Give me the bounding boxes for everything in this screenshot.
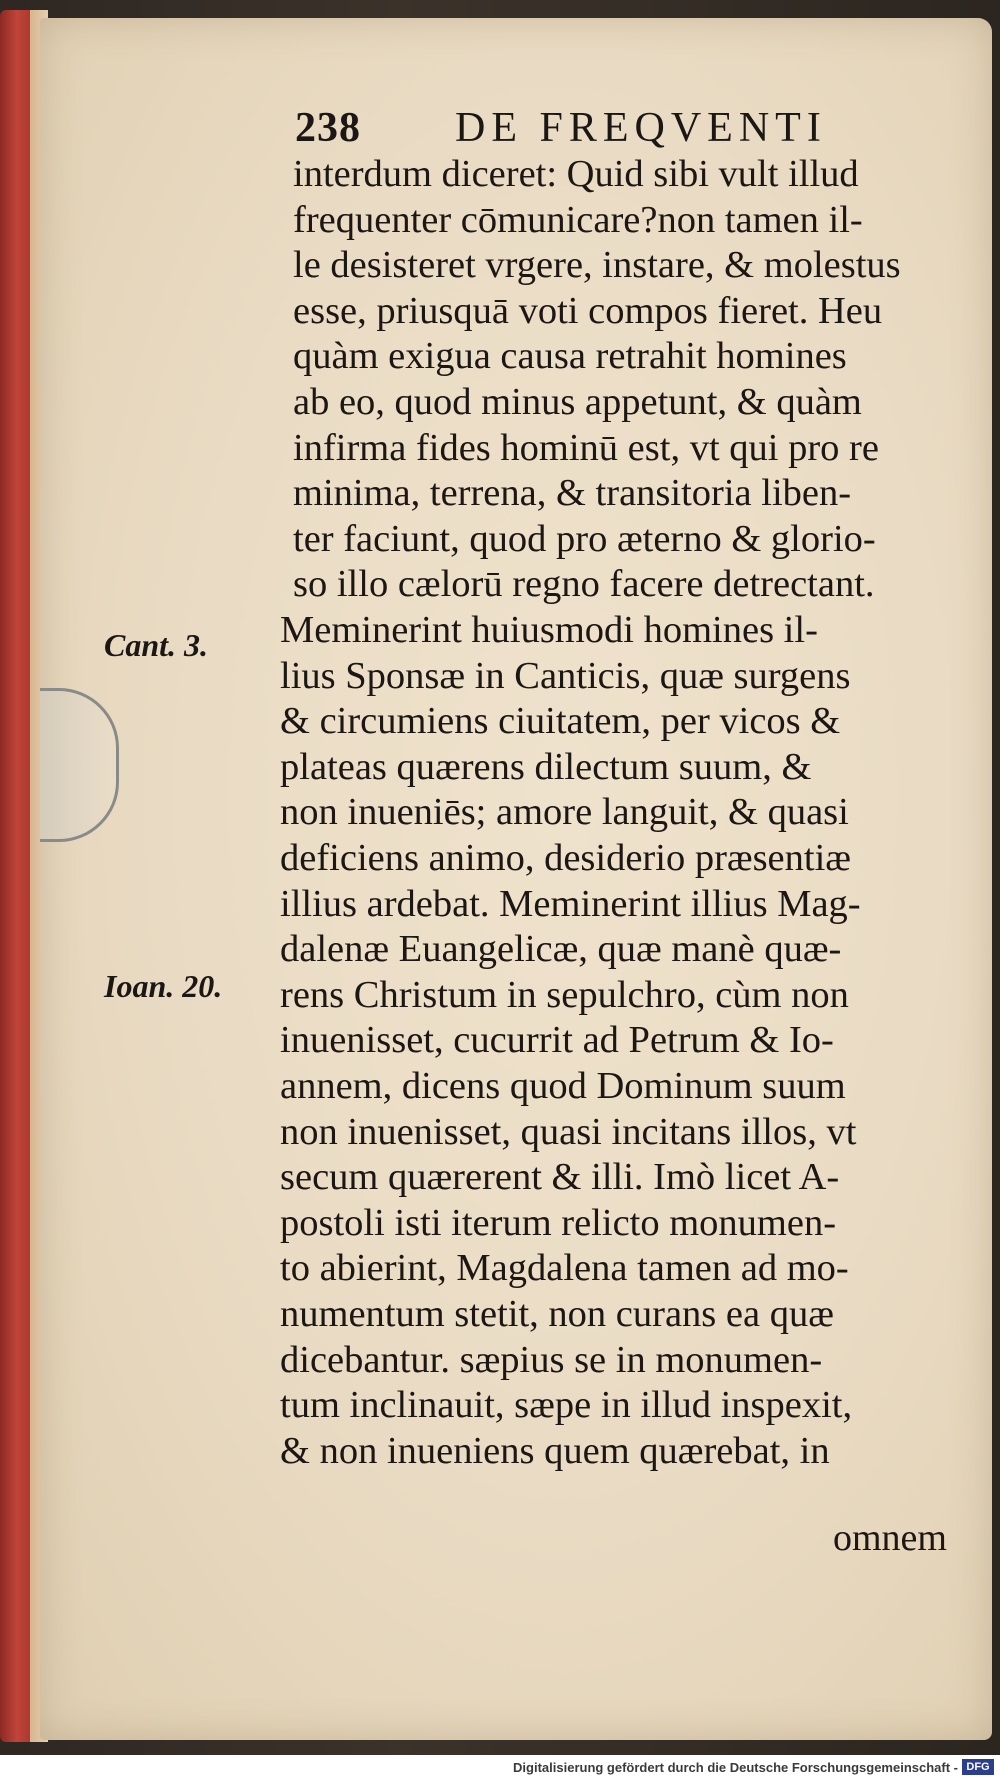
text-line: ter faciunt, quod pro æterno & glorio- (293, 517, 876, 560)
text-line: so illo cælorū regno facere detrectant. (293, 563, 875, 606)
text-line: & non inueniens quem quærebat, in (280, 1429, 830, 1472)
margin-note-cant: Cant. 3. (104, 627, 209, 663)
text-line: dicebantur. sæpius se in monumen- (280, 1338, 823, 1381)
text-line: frequenter cōmunicare?non tamen il- (293, 198, 863, 241)
text-line: ab eo, quod minus appetunt, & quàm (293, 381, 862, 423)
catchword: omnem (833, 1517, 947, 1559)
text-line: deficiens animo, desiderio præsentiæ (280, 837, 851, 879)
text-line: plateas quærens dilectum suum, & (280, 745, 812, 788)
text-line: non inueniēs; amore languit, & quasi (280, 791, 849, 834)
text-line: infirma fides hominū est, vt qui pro re (293, 426, 879, 469)
text-line: numentum stetit, non curans ea quæ (280, 1293, 834, 1335)
text-line: quàm exigua causa retrahit homines (293, 335, 847, 378)
running-head: DE FREQVENTI (455, 105, 827, 151)
text-line: esse, priusquā voti compos fieret. Heu (293, 289, 883, 332)
dfg-logo: DFG (962, 1759, 994, 1775)
text-line: annem, dicens quod Dominum suum (280, 1065, 846, 1107)
text-line: to abierint, Magdalena tamen ad mo- (280, 1247, 849, 1290)
footer (0, 1757, 1000, 1779)
text-line: rens Christum in sepulchro, cùm non (280, 973, 849, 1016)
text-line: interdum diceret: Quid sibi vult illud (293, 153, 859, 195)
margin-note-ioan: Ioan. 20. (104, 968, 223, 1004)
text-line: inuenisset, cucurrit ad Petrum & Io- (280, 1019, 834, 1062)
text-line: minima, terrena, & transitoria liben- (293, 472, 852, 515)
text-line: & circumiens ciuitatem, per vicos & (280, 700, 841, 743)
text-line: illius ardebat. Meminerint illius Mag- (280, 882, 861, 925)
text-line: postoli isti iterum relicto monumen- (280, 1201, 837, 1244)
page-number: 238 (295, 105, 361, 151)
footer-credit: Digitalisierung gefördert durch die Deutsche Forschungsgemeinschaft - (513, 1760, 958, 1775)
text-line: Meminerint huiusmodi homines il- (280, 609, 818, 651)
text-line: non inuenisset, quasi incitans illos, vt (280, 1110, 857, 1153)
text-line: le desisteret vrgere, instare, & molestus (293, 244, 901, 287)
text-line: secum quærerent & illi. Imò licet A- (280, 1156, 840, 1199)
text-line: tum inclinauit, sæpe in illud inspexit, (280, 1384, 853, 1427)
text-line: dalenæ Euangelicæ, quæ manè quæ- (280, 928, 842, 971)
text-line: lius Sponsæ in Canticis, quæ surgens (280, 654, 851, 697)
